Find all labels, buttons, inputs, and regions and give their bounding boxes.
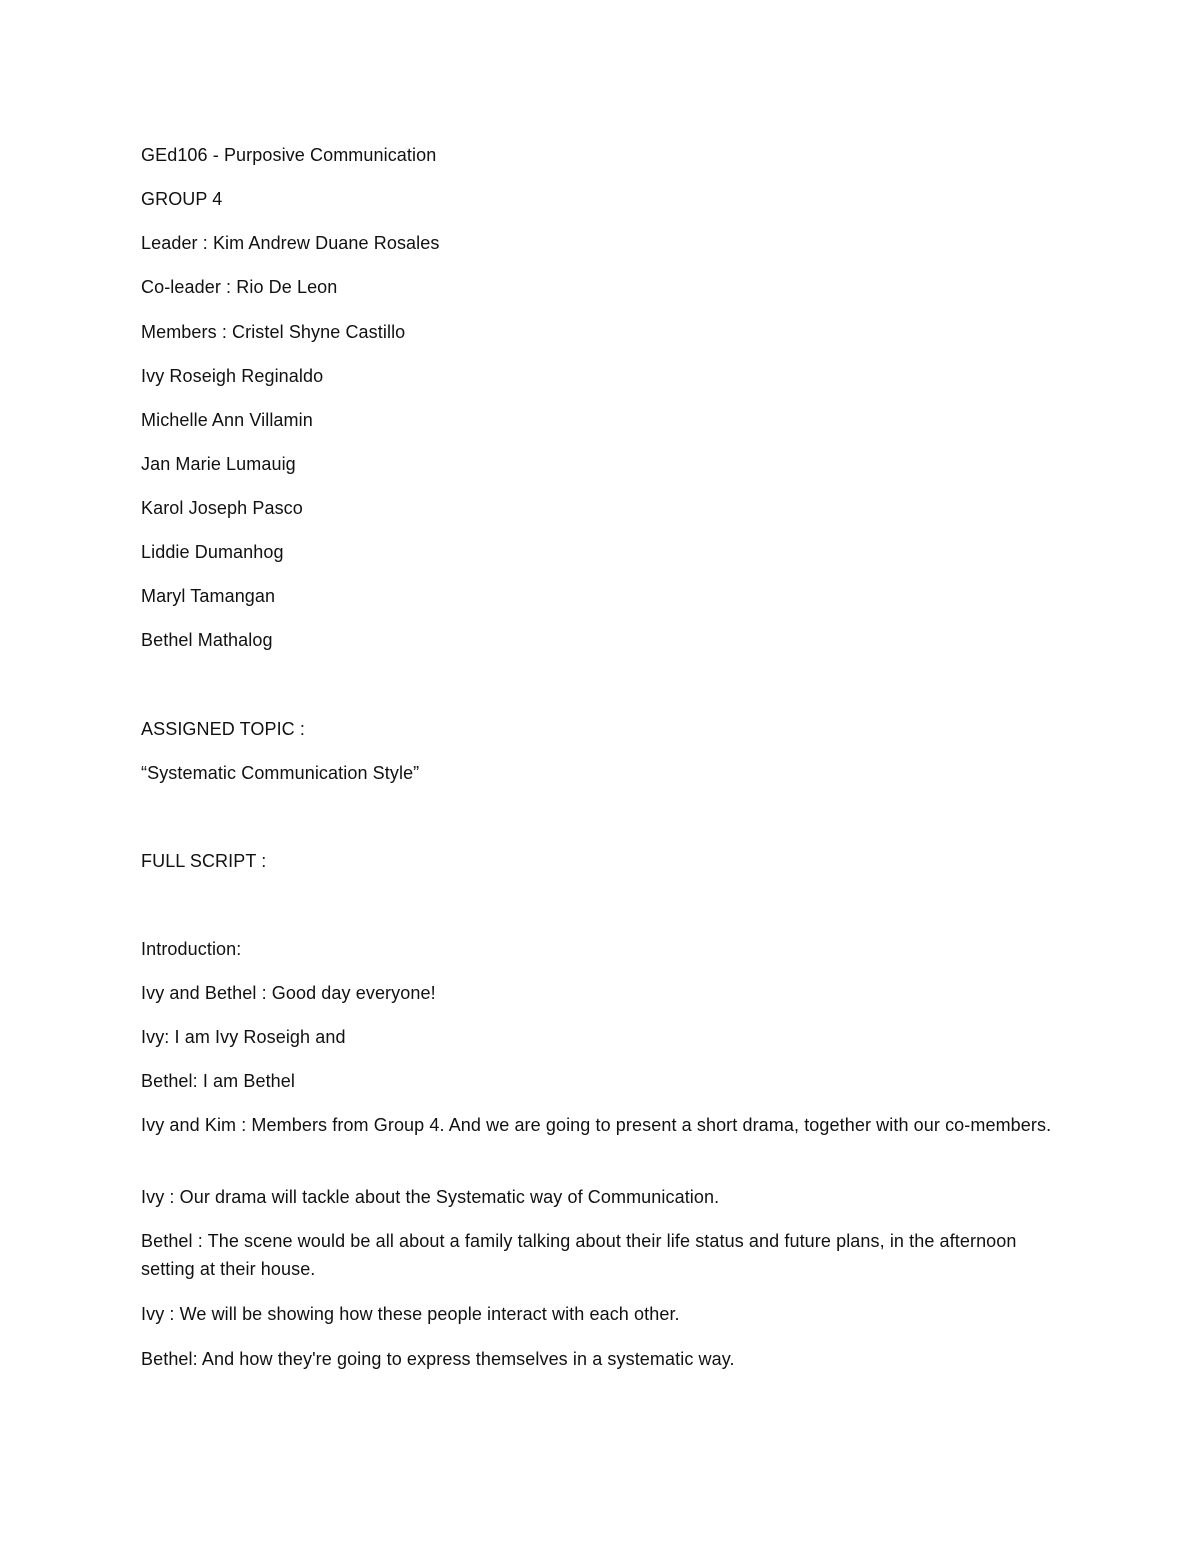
section-heading: Introduction:	[141, 939, 242, 959]
members-line: Members : Cristel Shyne Castillo	[141, 322, 406, 342]
member-name: Karol Joseph Pasco	[141, 498, 303, 518]
script-line: Ivy: I am Ivy Roseigh and	[141, 1027, 346, 1047]
script-line: Ivy and Kim : Members from Group 4. And we are going to present a short drama, together with our co-members.	[141, 1115, 1052, 1135]
member-name: Liddie Dumanhog	[141, 542, 284, 562]
member-name: Jan Marie Lumauig	[141, 454, 296, 474]
member-name: Maryl Tamangan	[141, 586, 276, 606]
member-name: Ivy Roseigh Reginaldo	[141, 366, 324, 386]
script-line: Ivy : We will be showing how these people interact with each other.	[141, 1304, 680, 1324]
group-number: GROUP 4	[141, 189, 223, 209]
member-name: Bethel Mathalog	[141, 630, 273, 650]
topic-title: “Systematic Communication Style”	[141, 763, 420, 783]
script-line: Ivy and Bethel : Good day everyone!	[141, 983, 436, 1003]
script-line: Ivy : Our drama will tackle about the Systematic way of Communication.	[141, 1187, 720, 1207]
script-line: Bethel : The scene would be all about a family talking about their life status and future plans, in the afternoon setting at their house.	[141, 1231, 1017, 1279]
script-line: Bethel: And how they're going to express themselves in a systematic way.	[141, 1349, 735, 1369]
co-leader-line: Co-leader : Rio De Leon	[141, 277, 338, 297]
course-title: GEd106 - Purposive Communication	[141, 145, 437, 165]
topic-label: ASSIGNED TOPIC :	[141, 719, 305, 739]
script-line: Bethel: I am Bethel	[141, 1071, 295, 1091]
script-label: FULL SCRIPT :	[141, 851, 267, 871]
leader-line: Leader : Kim Andrew Duane Rosales	[141, 233, 440, 253]
member-name: Michelle Ann Villamin	[141, 410, 313, 430]
